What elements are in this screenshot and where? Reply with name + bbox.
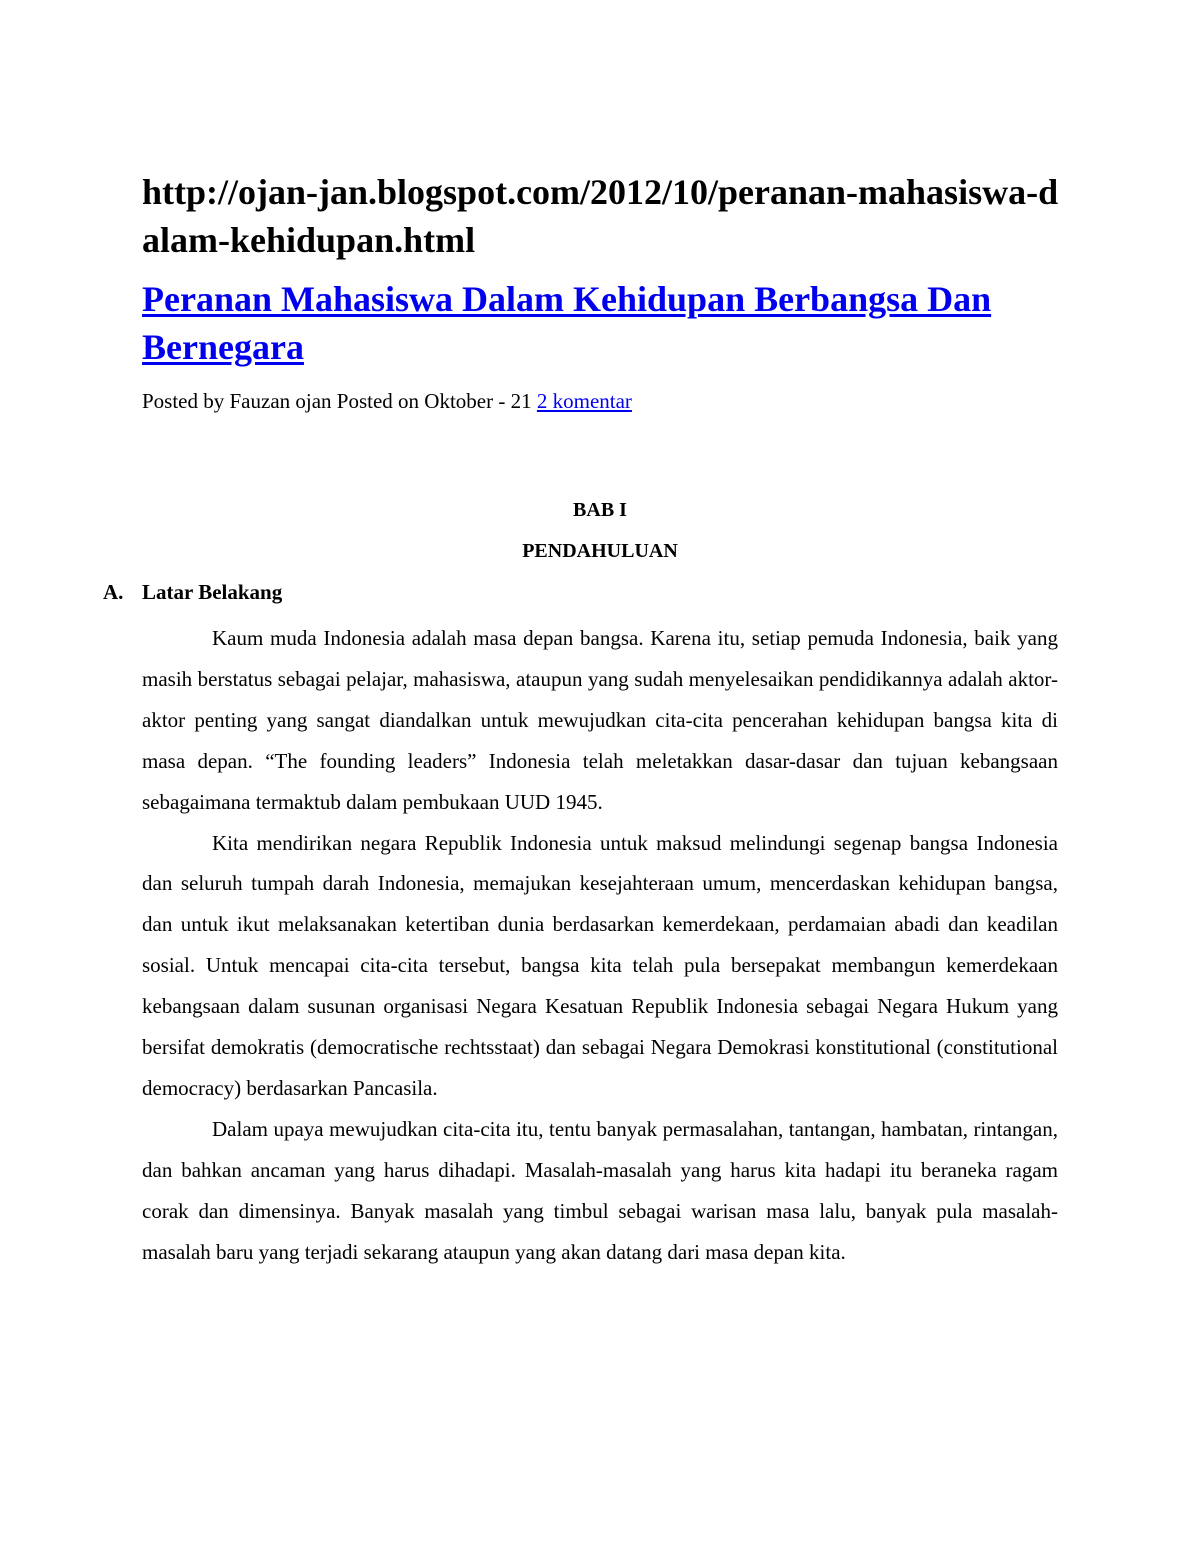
- post-meta: [142, 386, 632, 416]
- post-title: [142, 275, 1062, 371]
- post-title-link[interactable]: Peranan Mahasiswa Dalam Kehidupan Berbangsa Dan Bernegara: [142, 279, 992, 367]
- paragraph-2: Kita mendirikan negara Republik Indonesia untuk maksud melindungi segenap bangsa Indonesia dan seluruh tumpah darah Indonesia, memajukan kesejahteraan umum, mencerdaskan kehidupan bangsa, dan untuk ikut melaksanakan ketertiban dunia berdasarkan kemerdekaan, perdamaian abadi dan keadilan sosial. Untuk mencapai cita-cita tersebut, bangsa kita telah pula bersepakat membangun kemerdekaan kebangsaan dalam susunan organisasi Negara Kesatuan Republik Indonesia sebagai Negara Hukum yang bersifat demokratis (democratische rechtsstaat) dan sebagai Negara Demokrasi konstitutional (constitutional democracy) berdasarkan Pancasila.: [142, 830, 1058, 1100]
- post-meta-text: Posted by Fauzan ojan Posted on Oktober - 21: [142, 389, 537, 413]
- comments-link[interactable]: 2 komentar: [536, 389, 632, 413]
- section-letter: A.: [103, 580, 124, 604]
- section-heading: [103, 577, 282, 607]
- chapter-number: BAB I: [573, 499, 627, 521]
- section-title: Latar Belakang: [142, 580, 283, 604]
- paragraph-1: Kaum muda Indonesia adalah masa depan bangsa. Karena itu, setiap pemuda Indonesia, baik yang masih berstatus sebagai pelajar, mahasiswa, ataupun yang sudah menyelesaikan pendidikannya adalah aktor-aktor penting yang sangat diandalkan untuk mewujudkan cita-cita pencerahan kehidupan bangsa kita di masa depan. “The founding leaders” Indonesia telah meletakkan dasar-dasar dan tujuan kebangsaan sebagaimana termaktub dalam pembukaan UUD 1945.: [142, 626, 1058, 814]
- chapter-title: PENDAHULUAN: [522, 540, 678, 562]
- source-url-heading: http://ojan-jan.blogspot.com/2012/10/peranan-mahasiswa-dalam-kehidupan.html: [142, 172, 1059, 260]
- body-text: [142, 618, 1058, 1273]
- paragraph-3: Dalam upaya mewujudkan cita-cita itu, tentu banyak permasalahan, tantangan, hambatan, rintangan, dan bahkan ancaman yang harus dihadapi. Masalah-masalah yang harus kita hadapi itu beraneka ragam corak dan dimensinya. Banyak masalah yang timbul sebagai warisan masa lalu, banyak pula masalah-masalah baru yang terjadi sekarang ataupun yang akan datang dari masa depan kita.: [142, 1116, 1058, 1264]
